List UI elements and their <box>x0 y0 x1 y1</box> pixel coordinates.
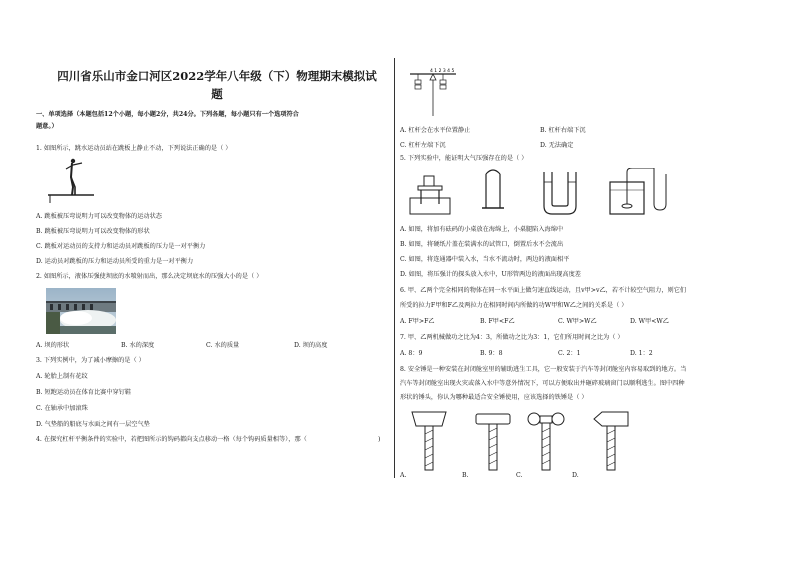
q3-option-b[interactable]: B. 短跑运动员在体育比赛中穿钉鞋 <box>36 389 132 396</box>
column-divider <box>394 58 395 478</box>
lever-figure-icon <box>408 66 458 116</box>
q5-option-b[interactable]: B. 如图，将硬纸片盖在装满水的试管口，倒置后水不会流出 <box>400 241 564 248</box>
q2-option-d[interactable]: D. 坝的高度 <box>294 342 328 349</box>
q5-stem: 5. 下列实验中，能证明大气压强存在的是（ ） <box>400 155 528 162</box>
q1-stem: 1. 如图所示，跳水运动员站在跳板上静止不动，下列说法正确的是（ ） <box>36 145 232 152</box>
q4-stem: 4. 在探究杠杆平衡条件的实验中，若把图所示的钩码都向支点移动一格（每个钩码质量相等），那（ <box>36 436 307 443</box>
q4-option-a[interactable]: A. 杠杆会在水平位置静止 <box>400 127 471 134</box>
q7-stem: 7. 甲、乙两机械做功之比为4：3，所做功之比为3：1，它们所用时间之比为（ ） <box>400 334 624 341</box>
q6-option-a[interactable]: A. F甲>F乙 <box>400 318 435 325</box>
q8-option-c[interactable]: C. <box>516 472 523 479</box>
q2-option-b[interactable]: B. 水的深度 <box>121 342 155 349</box>
q7-option-a[interactable]: A. 8：9 <box>400 350 423 357</box>
q4-stem-bracket: ) <box>378 436 381 443</box>
q3-option-a[interactable]: A. 轮胎上制有花纹 <box>36 373 88 380</box>
q4-option-d[interactable]: D. 无法确定 <box>540 142 574 149</box>
left-column <box>36 0 390 562</box>
q6-option-c[interactable]: C. W甲>W乙 <box>558 318 597 325</box>
q2-stem: 2. 如图所示，液体压强使坝底的水喷射而出，那么决定坝底水的压强大小的是（ ） <box>36 273 263 280</box>
q3-option-d[interactable]: D. 气垫船的船底与水面之间有一层空气垫 <box>36 421 150 428</box>
q3-option-c[interactable]: C. 在轴承中加滚珠 <box>36 405 88 412</box>
right-column <box>400 0 750 562</box>
exam-title-cont: 题 <box>211 87 223 101</box>
q5-option-d[interactable]: D. 如图，将压强计的探头放入水中，U形管两边的液面出现高度差 <box>400 271 581 278</box>
q8-stem-cont: 汽车等封闭舱室出现火灾或落入水中等意外情况下，可以方便取出并砸碎玻璃窗门以顺利逃生。图中四种 <box>400 380 685 387</box>
section-heading-cont: 题意。） <box>36 123 58 130</box>
q1-option-b[interactable]: B. 跳板被压弯说明力可以改变物体的形状 <box>36 228 150 235</box>
q5-option-c[interactable]: C. 如图，将连通器中装入水，当水不流动时，两边的液面相平 <box>400 256 570 263</box>
q2-option-c[interactable]: C. 水的质量 <box>206 342 240 349</box>
q6-stem-cont: 所受的拉力F甲和F乙及两拉力在相同时间内所做的功W甲和W乙之间的关系是（ ） <box>400 302 628 309</box>
q8-option-a[interactable]: A. <box>400 472 407 479</box>
q1-option-a[interactable]: A. 跳板被压弯说明力可以改变物体的运动状态 <box>36 213 162 220</box>
experiment-figures-icon <box>404 168 694 220</box>
diver-figure-icon <box>44 157 96 203</box>
q5-option-a[interactable]: A. 如图，将加有砝码的小桌放在海绵上，小桌腿陷入海绵中 <box>400 226 564 233</box>
q3-stem: 3. 下列实例中，为了减小摩擦的是（ ） <box>36 357 145 364</box>
q8-option-d[interactable]: D. <box>572 472 579 479</box>
exam-title: 四川省乐山市金口河区2022学年八年级（下）物理期末模拟试 <box>57 69 377 83</box>
q8-stem-cont2: 形状的锤头，你认为哪种最适合安全锤使用，应该选择的铁锤是（ ） <box>400 394 588 401</box>
q6-stem: 6. 甲、乙两个完全相同的物体在同一水平面上做匀速直线运动，且v甲>v乙，若不计较空气阻力，则它们 <box>400 287 687 294</box>
q8-stem: 8. 安全锤是一种安装在封闭舱室里的辅助逃生工具，它一般安装于汽车等封闭舱室内容易取到的地方。当 <box>400 366 687 373</box>
q6-option-d[interactable]: D. W甲<W乙 <box>630 318 669 325</box>
q7-option-c[interactable]: C. 2：1 <box>558 350 581 357</box>
dam-photo-icon <box>46 288 116 334</box>
q6-option-b[interactable]: B. F甲<F乙 <box>480 318 515 325</box>
section-heading: 一、单项选择（本题包括12个小题，每小题2分，共24分。下列各题，每小题只有一个选项符合 <box>36 111 299 118</box>
q1-option-d[interactable]: D. 运动员对跳板的压力和运动员所受的重力是一对平衡力 <box>36 258 194 265</box>
q8-option-b[interactable]: B. <box>462 472 469 479</box>
q4-option-b[interactable]: B. 杠杆右端下沉 <box>540 127 586 134</box>
hammer-figures-icon <box>406 410 636 472</box>
q1-option-c[interactable]: C. 跳板对运动员的支持力和运动员对跳板的压力是一对平衡力 <box>36 243 206 250</box>
q4-option-c[interactable]: C. 杠杆左端下沉 <box>400 142 446 149</box>
lever-scale-label: 4 1 2 3 4 5 <box>430 69 455 74</box>
q2-option-a[interactable]: A. 坝的形状 <box>36 342 70 349</box>
q7-option-d[interactable]: D. 1：2 <box>630 350 653 357</box>
q7-option-b[interactable]: B. 9：8 <box>480 350 503 357</box>
